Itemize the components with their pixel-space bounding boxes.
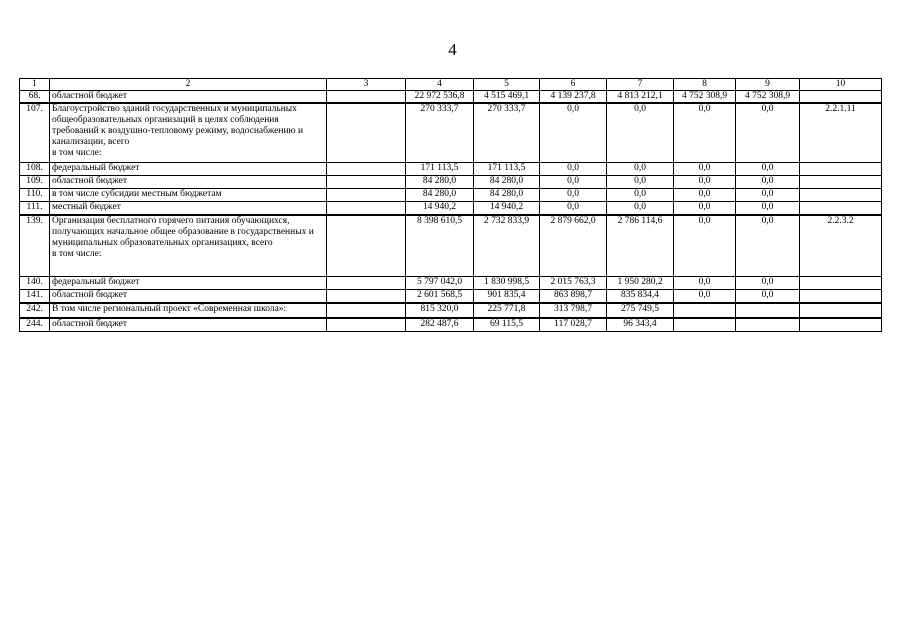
cell-col6: 0,0 bbox=[540, 189, 607, 202]
cell-col7: 835 834,4 bbox=[607, 290, 674, 304]
cell-col3 bbox=[327, 163, 406, 176]
cell-col4: 5 797 042,0 bbox=[406, 277, 474, 290]
table-row bbox=[20, 91, 882, 104]
table-row bbox=[20, 277, 882, 290]
table-row bbox=[20, 189, 882, 202]
row-name: федеральный бюджет bbox=[50, 163, 327, 176]
cell-col3 bbox=[327, 277, 406, 290]
cell-col9: 0,0 bbox=[736, 215, 800, 277]
header-cell: 10 bbox=[800, 79, 882, 91]
cell-col6: 0,0 bbox=[540, 103, 607, 163]
page-number: 4 bbox=[448, 40, 457, 59]
cell-col4: 84 280,0 bbox=[406, 176, 474, 189]
cell-col10 bbox=[800, 303, 882, 318]
cell-col7: 0,0 bbox=[607, 189, 674, 202]
row-index: 242. bbox=[20, 303, 50, 318]
cell-col7: 0,0 bbox=[607, 163, 674, 176]
cell-col7: 0,0 bbox=[607, 103, 674, 163]
cell-col6: 0,0 bbox=[540, 176, 607, 189]
cell-col5: 1 830 998,5 bbox=[474, 277, 540, 290]
header-cell: 3 bbox=[327, 79, 406, 91]
cell-col8: 0,0 bbox=[674, 290, 736, 304]
header-cell: 1 bbox=[20, 79, 50, 91]
row-name: В том числе региональный проект «Современная школа»: bbox=[50, 303, 327, 318]
cell-col8: 0,0 bbox=[674, 103, 736, 163]
cell-col10 bbox=[800, 318, 882, 332]
table-row bbox=[20, 202, 882, 216]
row-name: областной бюджет bbox=[50, 91, 327, 104]
cell-col4: 282 487,6 bbox=[406, 318, 474, 332]
cell-col3 bbox=[327, 290, 406, 304]
cell-col6: 4 139 237,8 bbox=[540, 91, 607, 104]
cell-col4: 270 333,7 bbox=[406, 103, 474, 163]
cell-col6: 2 879 662,0 bbox=[540, 215, 607, 277]
header-cell: 7 bbox=[607, 79, 674, 91]
cell-col4: 171 113,5 bbox=[406, 163, 474, 176]
cell-col8: 0,0 bbox=[674, 202, 736, 216]
cell-col8: 4 752 308,9 bbox=[674, 91, 736, 104]
cell-col7: 1 950 280,2 bbox=[607, 277, 674, 290]
row-index: 107. bbox=[20, 103, 50, 163]
cell-col9 bbox=[736, 303, 800, 318]
cell-col8: 0,0 bbox=[674, 163, 736, 176]
cell-col4: 84 280,0 bbox=[406, 189, 474, 202]
row-index: 68. bbox=[20, 91, 50, 104]
cell-col9 bbox=[736, 318, 800, 332]
row-index: 108. bbox=[20, 163, 50, 176]
cell-col5: 2 732 833,9 bbox=[474, 215, 540, 277]
cell-col6: 2 015 763,3 bbox=[540, 277, 607, 290]
cell-col4: 8 398 610,5 bbox=[406, 215, 474, 277]
cell-col8: 0,0 bbox=[674, 176, 736, 189]
row-index: 111. bbox=[20, 202, 50, 216]
cell-col3 bbox=[327, 176, 406, 189]
cell-col9: 0,0 bbox=[736, 176, 800, 189]
cell-col6: 0,0 bbox=[540, 202, 607, 216]
cell-col3 bbox=[327, 202, 406, 216]
row-index: 109. bbox=[20, 176, 50, 189]
row-name: областной бюджет bbox=[50, 318, 327, 332]
cell-col9: 0,0 bbox=[736, 277, 800, 290]
header-cell: 5 bbox=[474, 79, 540, 91]
cell-col7: 275 749,5 bbox=[607, 303, 674, 318]
table-row bbox=[20, 163, 882, 176]
cell-col7: 0,0 bbox=[607, 202, 674, 216]
cell-col6: 863 898,7 bbox=[540, 290, 607, 304]
cell-col10 bbox=[800, 277, 882, 290]
budget-table bbox=[19, 78, 882, 332]
row-index: 110. bbox=[20, 189, 50, 202]
cell-col5: 225 771,8 bbox=[474, 303, 540, 318]
cell-col5: 14 940,2 bbox=[474, 202, 540, 216]
cell-col5: 4 515 469,1 bbox=[474, 91, 540, 104]
cell-col10 bbox=[800, 202, 882, 216]
cell-col6: 117 028,7 bbox=[540, 318, 607, 332]
cell-col9: 0,0 bbox=[736, 103, 800, 163]
cell-col8: 0,0 bbox=[674, 277, 736, 290]
cell-col8: 0,0 bbox=[674, 189, 736, 202]
cell-col4: 2 601 568,5 bbox=[406, 290, 474, 304]
table-row bbox=[20, 103, 882, 163]
row-index: 140. bbox=[20, 277, 50, 290]
header-cell: 4 bbox=[406, 79, 474, 91]
cell-col9: 0,0 bbox=[736, 290, 800, 304]
row-name: Благоустройство зданий государственных и муниципальных общеобразовательных организаций в целях соблюдения требований к воздушно-тепловому режиму, водоснабжению и канализации, всего в том числе: bbox=[50, 103, 327, 163]
cell-col7: 2 786 114,6 bbox=[607, 215, 674, 277]
cell-col3 bbox=[327, 189, 406, 202]
cell-col5: 171 113,5 bbox=[474, 163, 540, 176]
cell-col9: 0,0 bbox=[736, 163, 800, 176]
cell-col8 bbox=[674, 318, 736, 332]
header-row bbox=[20, 79, 882, 91]
row-index: 141. bbox=[20, 290, 50, 304]
cell-col3 bbox=[327, 103, 406, 163]
cell-col10 bbox=[800, 176, 882, 189]
cell-col5: 84 280,0 bbox=[474, 189, 540, 202]
row-index: 244. bbox=[20, 318, 50, 332]
row-name: местный бюджет bbox=[50, 202, 327, 216]
table-row bbox=[20, 290, 882, 304]
cell-col3 bbox=[327, 215, 406, 277]
header-cell: 8 bbox=[674, 79, 736, 91]
row-name: областной бюджет bbox=[50, 290, 327, 304]
row-name: областной бюджет bbox=[50, 176, 327, 189]
cell-col5: 901 835,4 bbox=[474, 290, 540, 304]
cell-col10 bbox=[800, 189, 882, 202]
cell-col8: 0,0 bbox=[674, 215, 736, 277]
cell-col6: 313 798,7 bbox=[540, 303, 607, 318]
cell-col3 bbox=[327, 318, 406, 332]
cell-col7: 4 813 212,1 bbox=[607, 91, 674, 104]
cell-col10: 2.2.3.2 bbox=[800, 215, 882, 277]
table-row bbox=[20, 176, 882, 189]
cell-col7: 96 343,4 bbox=[607, 318, 674, 332]
cell-col10 bbox=[800, 91, 882, 104]
table-row bbox=[20, 215, 882, 277]
row-name: федеральный бюджет bbox=[50, 277, 327, 290]
table-row bbox=[20, 318, 882, 332]
cell-col5: 84 280,0 bbox=[474, 176, 540, 189]
row-name: в том числе субсидии местным бюджетам bbox=[50, 189, 327, 202]
cell-col10 bbox=[800, 163, 882, 176]
header-cell: 9 bbox=[736, 79, 800, 91]
cell-col10 bbox=[800, 290, 882, 304]
cell-col3 bbox=[327, 303, 406, 318]
cell-col5: 270 333,7 bbox=[474, 103, 540, 163]
cell-col8 bbox=[674, 303, 736, 318]
header-cell: 2 bbox=[50, 79, 327, 91]
cell-col4: 22 972 536,8 bbox=[406, 91, 474, 104]
cell-col5: 69 115,5 bbox=[474, 318, 540, 332]
table-row bbox=[20, 303, 882, 318]
cell-col4: 14 940,2 bbox=[406, 202, 474, 216]
header-cell: 6 bbox=[540, 79, 607, 91]
cell-col7: 0,0 bbox=[607, 176, 674, 189]
row-name: Организация бесплатного горячего питания обучающихся, получающих начальное общее образование в государственных и муниципальных образовательных организациях, всего в том числе: bbox=[50, 215, 327, 277]
row-index: 139. bbox=[20, 215, 50, 277]
cell-col9: 4 752 308,9 bbox=[736, 91, 800, 104]
cell-col9: 0,0 bbox=[736, 202, 800, 216]
cell-col4: 815 320,0 bbox=[406, 303, 474, 318]
cell-col3 bbox=[327, 91, 406, 104]
cell-col10: 2.2.1.11 bbox=[800, 103, 882, 163]
cell-col6: 0,0 bbox=[540, 163, 607, 176]
cell-col9: 0,0 bbox=[736, 189, 800, 202]
